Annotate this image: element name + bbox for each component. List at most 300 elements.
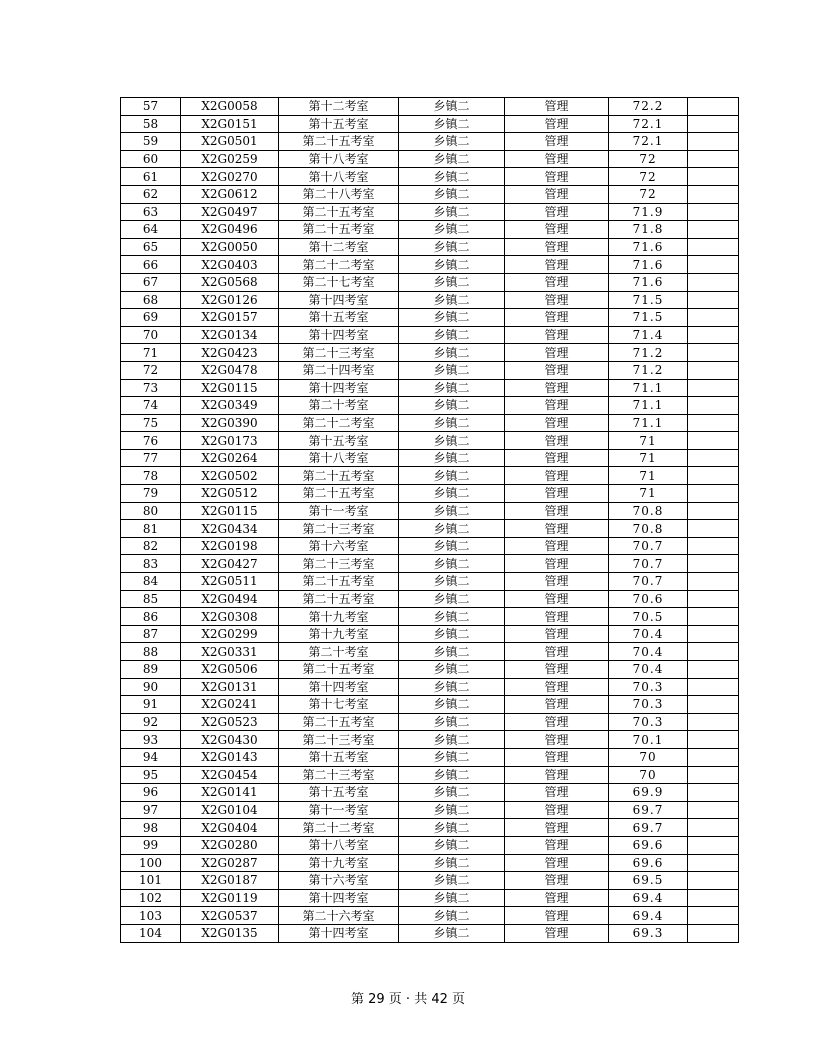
row-number-cell: 64 bbox=[121, 221, 181, 239]
row-number-cell: 82 bbox=[121, 537, 181, 555]
candidate-id-cell: X2G0430 bbox=[181, 731, 279, 749]
table-row bbox=[121, 537, 739, 555]
remark-cell bbox=[688, 731, 739, 749]
exam-room-cell: 第二十三考室 bbox=[279, 555, 399, 573]
row-number-cell: 86 bbox=[121, 608, 181, 626]
exam-room-cell: 第二十六考室 bbox=[279, 907, 399, 925]
exam-room-cell: 第二十五考室 bbox=[279, 467, 399, 485]
candidate-id-cell: X2G0131 bbox=[181, 678, 279, 696]
score-cell: 69.9 bbox=[609, 784, 688, 802]
candidate-id-cell: X2G0126 bbox=[181, 291, 279, 309]
row-number-cell: 63 bbox=[121, 203, 181, 221]
post-category-cell: 乡镇二 bbox=[399, 661, 505, 679]
post-category-cell: 乡镇二 bbox=[399, 590, 505, 608]
row-number-cell: 61 bbox=[121, 168, 181, 186]
post-category-cell: 乡镇二 bbox=[399, 309, 505, 327]
remark-cell bbox=[688, 485, 739, 503]
post-category-cell: 乡镇二 bbox=[399, 696, 505, 714]
remark-cell bbox=[688, 432, 739, 450]
table-row bbox=[121, 748, 739, 766]
remark-cell bbox=[688, 625, 739, 643]
row-number-cell: 67 bbox=[121, 273, 181, 291]
post-category-cell: 乡镇二 bbox=[399, 449, 505, 467]
remark-cell bbox=[688, 661, 739, 679]
candidate-id-cell: X2G0434 bbox=[181, 520, 279, 538]
remark-cell bbox=[688, 326, 739, 344]
score-cell: 70.7 bbox=[609, 537, 688, 555]
post-category-cell: 乡镇二 bbox=[399, 502, 505, 520]
table-row bbox=[121, 819, 739, 837]
post-type-cell: 管理 bbox=[505, 344, 609, 362]
score-cell: 71.5 bbox=[609, 309, 688, 327]
row-number-cell: 99 bbox=[121, 836, 181, 854]
post-type-cell: 管理 bbox=[505, 872, 609, 890]
score-cell: 71.6 bbox=[609, 256, 688, 274]
candidate-id-cell: X2G0104 bbox=[181, 801, 279, 819]
exam-room-cell: 第十八考室 bbox=[279, 836, 399, 854]
table-row bbox=[121, 924, 739, 942]
post-type-cell: 管理 bbox=[505, 678, 609, 696]
exam-room-cell: 第二十四考室 bbox=[279, 361, 399, 379]
exam-room-cell: 第二十五考室 bbox=[279, 661, 399, 679]
row-number-cell: 65 bbox=[121, 238, 181, 256]
table-row bbox=[121, 836, 739, 854]
candidate-id-cell: X2G0287 bbox=[181, 854, 279, 872]
post-type-cell: 管理 bbox=[505, 432, 609, 450]
row-number-cell: 62 bbox=[121, 185, 181, 203]
remark-cell bbox=[688, 889, 739, 907]
row-number-cell: 98 bbox=[121, 819, 181, 837]
table-row bbox=[121, 889, 739, 907]
post-category-cell: 乡镇二 bbox=[399, 168, 505, 186]
candidate-id-cell: X2G0502 bbox=[181, 467, 279, 485]
post-type-cell: 管理 bbox=[505, 221, 609, 239]
score-cell: 71.8 bbox=[609, 221, 688, 239]
row-number-cell: 89 bbox=[121, 661, 181, 679]
post-category-cell: 乡镇二 bbox=[399, 784, 505, 802]
post-type-cell: 管理 bbox=[505, 238, 609, 256]
exam-room-cell: 第十九考室 bbox=[279, 608, 399, 626]
score-cell: 69.7 bbox=[609, 801, 688, 819]
post-type-cell: 管理 bbox=[505, 766, 609, 784]
row-number-cell: 78 bbox=[121, 467, 181, 485]
table-row bbox=[121, 98, 739, 116]
row-number-cell: 85 bbox=[121, 590, 181, 608]
exam-room-cell: 第十八考室 bbox=[279, 150, 399, 168]
post-type-cell: 管理 bbox=[505, 643, 609, 661]
post-type-cell: 管理 bbox=[505, 150, 609, 168]
exam-room-cell: 第十四考室 bbox=[279, 326, 399, 344]
post-type-cell: 管理 bbox=[505, 731, 609, 749]
candidate-id-cell: X2G0134 bbox=[181, 326, 279, 344]
post-type-cell: 管理 bbox=[505, 907, 609, 925]
exam-room-cell: 第十六考室 bbox=[279, 537, 399, 555]
table-row bbox=[121, 696, 739, 714]
post-category-cell: 乡镇二 bbox=[399, 555, 505, 573]
score-cell: 70.8 bbox=[609, 502, 688, 520]
table-row bbox=[121, 449, 739, 467]
row-number-cell: 58 bbox=[121, 115, 181, 133]
post-category-cell: 乡镇二 bbox=[399, 889, 505, 907]
exam-room-cell: 第十八考室 bbox=[279, 449, 399, 467]
score-cell: 71.1 bbox=[609, 379, 688, 397]
score-cell: 71 bbox=[609, 449, 688, 467]
row-number-cell: 81 bbox=[121, 520, 181, 538]
table-row bbox=[121, 309, 739, 327]
post-category-cell: 乡镇二 bbox=[399, 907, 505, 925]
exam-room-cell: 第十二考室 bbox=[279, 238, 399, 256]
table-row bbox=[121, 185, 739, 203]
post-type-cell: 管理 bbox=[505, 98, 609, 116]
post-category-cell: 乡镇二 bbox=[399, 872, 505, 890]
post-type-cell: 管理 bbox=[505, 256, 609, 274]
score-table-body bbox=[121, 98, 739, 943]
candidate-id-cell: X2G0349 bbox=[181, 397, 279, 415]
post-category-cell: 乡镇二 bbox=[399, 185, 505, 203]
post-category-cell: 乡镇二 bbox=[399, 854, 505, 872]
row-number-cell: 72 bbox=[121, 361, 181, 379]
post-type-cell: 管理 bbox=[505, 537, 609, 555]
post-type-cell: 管理 bbox=[505, 467, 609, 485]
remark-cell bbox=[688, 309, 739, 327]
post-type-cell: 管理 bbox=[505, 185, 609, 203]
row-number-cell: 95 bbox=[121, 766, 181, 784]
candidate-id-cell: X2G0198 bbox=[181, 537, 279, 555]
post-type-cell: 管理 bbox=[505, 115, 609, 133]
table-row bbox=[121, 133, 739, 151]
remark-cell bbox=[688, 696, 739, 714]
post-category-cell: 乡镇二 bbox=[399, 326, 505, 344]
candidate-id-cell: X2G0187 bbox=[181, 872, 279, 890]
row-number-cell: 103 bbox=[121, 907, 181, 925]
candidate-id-cell: X2G0427 bbox=[181, 555, 279, 573]
score-cell: 70.1 bbox=[609, 731, 688, 749]
table-row bbox=[121, 361, 739, 379]
post-type-cell: 管理 bbox=[505, 397, 609, 415]
candidate-id-cell: X2G0568 bbox=[181, 273, 279, 291]
score-cell: 71.1 bbox=[609, 397, 688, 415]
post-category-cell: 乡镇二 bbox=[399, 467, 505, 485]
row-number-cell: 73 bbox=[121, 379, 181, 397]
post-type-cell: 管理 bbox=[505, 608, 609, 626]
row-number-cell: 84 bbox=[121, 573, 181, 591]
post-type-cell: 管理 bbox=[505, 309, 609, 327]
table-row bbox=[121, 344, 739, 362]
score-cell: 71 bbox=[609, 432, 688, 450]
post-category-cell: 乡镇二 bbox=[399, 573, 505, 591]
score-cell: 69.5 bbox=[609, 872, 688, 890]
remark-cell bbox=[688, 872, 739, 890]
exam-room-cell: 第二十三考室 bbox=[279, 766, 399, 784]
post-type-cell: 管理 bbox=[505, 485, 609, 503]
remark-cell bbox=[688, 766, 739, 784]
table-row bbox=[121, 731, 739, 749]
table-row bbox=[121, 221, 739, 239]
remark-cell bbox=[688, 168, 739, 186]
remark-cell bbox=[688, 713, 739, 731]
row-number-cell: 102 bbox=[121, 889, 181, 907]
table-row bbox=[121, 625, 739, 643]
score-cell: 71.5 bbox=[609, 291, 688, 309]
score-cell: 70.4 bbox=[609, 625, 688, 643]
post-type-cell: 管理 bbox=[505, 326, 609, 344]
exam-room-cell: 第二十考室 bbox=[279, 643, 399, 661]
post-category-cell: 乡镇二 bbox=[399, 203, 505, 221]
row-number-cell: 100 bbox=[121, 854, 181, 872]
table-row bbox=[121, 502, 739, 520]
remark-cell bbox=[688, 221, 739, 239]
post-type-cell: 管理 bbox=[505, 784, 609, 802]
post-type-cell: 管理 bbox=[505, 555, 609, 573]
row-number-cell: 104 bbox=[121, 924, 181, 942]
score-cell: 71 bbox=[609, 485, 688, 503]
exam-room-cell: 第十五考室 bbox=[279, 432, 399, 450]
table-row bbox=[121, 168, 739, 186]
table-row bbox=[121, 854, 739, 872]
table-row bbox=[121, 115, 739, 133]
candidate-id-cell: X2G0259 bbox=[181, 150, 279, 168]
table-row bbox=[121, 766, 739, 784]
post-category-cell: 乡镇二 bbox=[399, 924, 505, 942]
candidate-id-cell: X2G0141 bbox=[181, 784, 279, 802]
post-category-cell: 乡镇二 bbox=[399, 485, 505, 503]
exam-room-cell: 第二十八考室 bbox=[279, 185, 399, 203]
exam-room-cell: 第二十二考室 bbox=[279, 414, 399, 432]
post-category-cell: 乡镇二 bbox=[399, 625, 505, 643]
candidate-id-cell: X2G0390 bbox=[181, 414, 279, 432]
row-number-cell: 74 bbox=[121, 397, 181, 415]
table-row bbox=[121, 784, 739, 802]
page-footer: 第 29 页 · 共 42 页 bbox=[350, 992, 465, 1007]
post-category-cell: 乡镇二 bbox=[399, 397, 505, 415]
score-cell: 69.6 bbox=[609, 854, 688, 872]
post-type-cell: 管理 bbox=[505, 573, 609, 591]
post-type-cell: 管理 bbox=[505, 748, 609, 766]
table-row bbox=[121, 291, 739, 309]
remark-cell bbox=[688, 678, 739, 696]
post-type-cell: 管理 bbox=[505, 203, 609, 221]
post-category-cell: 乡镇二 bbox=[399, 432, 505, 450]
candidate-id-cell: X2G0151 bbox=[181, 115, 279, 133]
score-cell: 69.7 bbox=[609, 819, 688, 837]
score-cell: 71.6 bbox=[609, 238, 688, 256]
candidate-id-cell: X2G0511 bbox=[181, 573, 279, 591]
score-cell: 70.4 bbox=[609, 643, 688, 661]
remark-cell bbox=[688, 520, 739, 538]
row-number-cell: 87 bbox=[121, 625, 181, 643]
post-type-cell: 管理 bbox=[505, 713, 609, 731]
exam-room-cell: 第二十五考室 bbox=[279, 133, 399, 151]
row-number-cell: 75 bbox=[121, 414, 181, 432]
post-category-cell: 乡镇二 bbox=[399, 344, 505, 362]
table-row bbox=[121, 150, 739, 168]
score-cell: 69.6 bbox=[609, 836, 688, 854]
score-cell: 71.6 bbox=[609, 273, 688, 291]
candidate-id-cell: X2G0537 bbox=[181, 907, 279, 925]
row-number-cell: 71 bbox=[121, 344, 181, 362]
table-row bbox=[121, 397, 739, 415]
post-type-cell: 管理 bbox=[505, 924, 609, 942]
exam-room-cell: 第二十五考室 bbox=[279, 221, 399, 239]
post-type-cell: 管理 bbox=[505, 801, 609, 819]
score-cell: 71.4 bbox=[609, 326, 688, 344]
post-category-cell: 乡镇二 bbox=[399, 133, 505, 151]
remark-cell bbox=[688, 608, 739, 626]
exam-room-cell: 第十九考室 bbox=[279, 854, 399, 872]
table-row bbox=[121, 678, 739, 696]
score-cell: 72.2 bbox=[609, 98, 688, 116]
candidate-id-cell: X2G0115 bbox=[181, 502, 279, 520]
exam-room-cell: 第十一考室 bbox=[279, 502, 399, 520]
exam-room-cell: 第十九考室 bbox=[279, 625, 399, 643]
remark-cell bbox=[688, 784, 739, 802]
post-category-cell: 乡镇二 bbox=[399, 819, 505, 837]
candidate-id-cell: X2G0523 bbox=[181, 713, 279, 731]
remark-cell bbox=[688, 449, 739, 467]
exam-room-cell: 第十四考室 bbox=[279, 678, 399, 696]
table-row bbox=[121, 643, 739, 661]
remark-cell bbox=[688, 748, 739, 766]
exam-room-cell: 第十四考室 bbox=[279, 924, 399, 942]
candidate-id-cell: X2G0299 bbox=[181, 625, 279, 643]
candidate-id-cell: X2G0404 bbox=[181, 819, 279, 837]
candidate-id-cell: X2G0454 bbox=[181, 766, 279, 784]
post-type-cell: 管理 bbox=[505, 414, 609, 432]
score-cell: 71 bbox=[609, 467, 688, 485]
candidate-id-cell: X2G0512 bbox=[181, 485, 279, 503]
remark-cell bbox=[688, 537, 739, 555]
score-cell: 70.3 bbox=[609, 713, 688, 731]
remark-cell bbox=[688, 256, 739, 274]
post-type-cell: 管理 bbox=[505, 889, 609, 907]
candidate-id-cell: X2G0494 bbox=[181, 590, 279, 608]
score-cell: 69.4 bbox=[609, 907, 688, 925]
post-category-cell: 乡镇二 bbox=[399, 238, 505, 256]
exam-room-cell: 第十六考室 bbox=[279, 872, 399, 890]
candidate-id-cell: X2G0058 bbox=[181, 98, 279, 116]
table-row bbox=[121, 326, 739, 344]
post-type-cell: 管理 bbox=[505, 449, 609, 467]
remark-cell bbox=[688, 185, 739, 203]
post-type-cell: 管理 bbox=[505, 133, 609, 151]
post-category-cell: 乡镇二 bbox=[399, 273, 505, 291]
post-category-cell: 乡镇二 bbox=[399, 537, 505, 555]
table-row bbox=[121, 432, 739, 450]
score-cell: 70.7 bbox=[609, 555, 688, 573]
table-row bbox=[121, 573, 739, 591]
score-cell: 70.7 bbox=[609, 573, 688, 591]
exam-room-cell: 第二十五考室 bbox=[279, 713, 399, 731]
row-number-cell: 94 bbox=[121, 748, 181, 766]
post-type-cell: 管理 bbox=[505, 291, 609, 309]
candidate-id-cell: X2G0115 bbox=[181, 379, 279, 397]
candidate-id-cell: X2G0497 bbox=[181, 203, 279, 221]
exam-room-cell: 第二十三考室 bbox=[279, 344, 399, 362]
exam-room-cell: 第十八考室 bbox=[279, 168, 399, 186]
score-cell: 70.4 bbox=[609, 661, 688, 679]
candidate-id-cell: X2G0612 bbox=[181, 185, 279, 203]
table-row bbox=[121, 590, 739, 608]
post-category-cell: 乡镇二 bbox=[399, 801, 505, 819]
exam-room-cell: 第二十三考室 bbox=[279, 731, 399, 749]
exam-room-cell: 第十五考室 bbox=[279, 748, 399, 766]
row-number-cell: 91 bbox=[121, 696, 181, 714]
exam-room-cell: 第十二考室 bbox=[279, 98, 399, 116]
score-cell: 70 bbox=[609, 748, 688, 766]
post-category-cell: 乡镇二 bbox=[399, 115, 505, 133]
post-type-cell: 管理 bbox=[505, 520, 609, 538]
score-cell: 71.2 bbox=[609, 361, 688, 379]
table-row bbox=[121, 661, 739, 679]
score-cell: 72 bbox=[609, 168, 688, 186]
row-number-cell: 92 bbox=[121, 713, 181, 731]
score-cell: 72.1 bbox=[609, 133, 688, 151]
candidate-id-cell: X2G0496 bbox=[181, 221, 279, 239]
exam-room-cell: 第十五考室 bbox=[279, 309, 399, 327]
post-type-cell: 管理 bbox=[505, 661, 609, 679]
post-type-cell: 管理 bbox=[505, 379, 609, 397]
post-category-cell: 乡镇二 bbox=[399, 361, 505, 379]
score-table bbox=[120, 97, 739, 943]
remark-cell bbox=[688, 854, 739, 872]
score-cell: 70.3 bbox=[609, 696, 688, 714]
row-number-cell: 59 bbox=[121, 133, 181, 151]
post-type-cell: 管理 bbox=[505, 361, 609, 379]
candidate-id-cell: X2G0241 bbox=[181, 696, 279, 714]
candidate-id-cell: X2G0331 bbox=[181, 643, 279, 661]
remark-cell bbox=[688, 115, 739, 133]
remark-cell bbox=[688, 924, 739, 942]
table-row bbox=[121, 907, 739, 925]
remark-cell bbox=[688, 361, 739, 379]
row-number-cell: 88 bbox=[121, 643, 181, 661]
post-category-cell: 乡镇二 bbox=[399, 678, 505, 696]
table-row bbox=[121, 872, 739, 890]
remark-cell bbox=[688, 273, 739, 291]
candidate-id-cell: X2G0157 bbox=[181, 309, 279, 327]
candidate-id-cell: X2G0280 bbox=[181, 836, 279, 854]
remark-cell bbox=[688, 573, 739, 591]
remark-cell bbox=[688, 291, 739, 309]
table-row bbox=[121, 801, 739, 819]
remark-cell bbox=[688, 907, 739, 925]
candidate-id-cell: X2G0403 bbox=[181, 256, 279, 274]
remark-cell bbox=[688, 379, 739, 397]
remark-cell bbox=[688, 643, 739, 661]
row-number-cell: 60 bbox=[121, 150, 181, 168]
exam-room-cell: 第二十考室 bbox=[279, 397, 399, 415]
table-row bbox=[121, 238, 739, 256]
post-type-cell: 管理 bbox=[505, 168, 609, 186]
remark-cell bbox=[688, 467, 739, 485]
post-category-cell: 乡镇二 bbox=[399, 731, 505, 749]
post-type-cell: 管理 bbox=[505, 502, 609, 520]
table-row bbox=[121, 555, 739, 573]
remark-cell bbox=[688, 238, 739, 256]
exam-room-cell: 第二十二考室 bbox=[279, 819, 399, 837]
score-cell: 72 bbox=[609, 150, 688, 168]
post-category-cell: 乡镇二 bbox=[399, 221, 505, 239]
exam-room-cell: 第二十五考室 bbox=[279, 590, 399, 608]
row-number-cell: 90 bbox=[121, 678, 181, 696]
post-category-cell: 乡镇二 bbox=[399, 379, 505, 397]
row-number-cell: 83 bbox=[121, 555, 181, 573]
table-row bbox=[121, 414, 739, 432]
post-category-cell: 乡镇二 bbox=[399, 713, 505, 731]
candidate-id-cell: X2G0119 bbox=[181, 889, 279, 907]
post-category-cell: 乡镇二 bbox=[399, 150, 505, 168]
table-row bbox=[121, 713, 739, 731]
